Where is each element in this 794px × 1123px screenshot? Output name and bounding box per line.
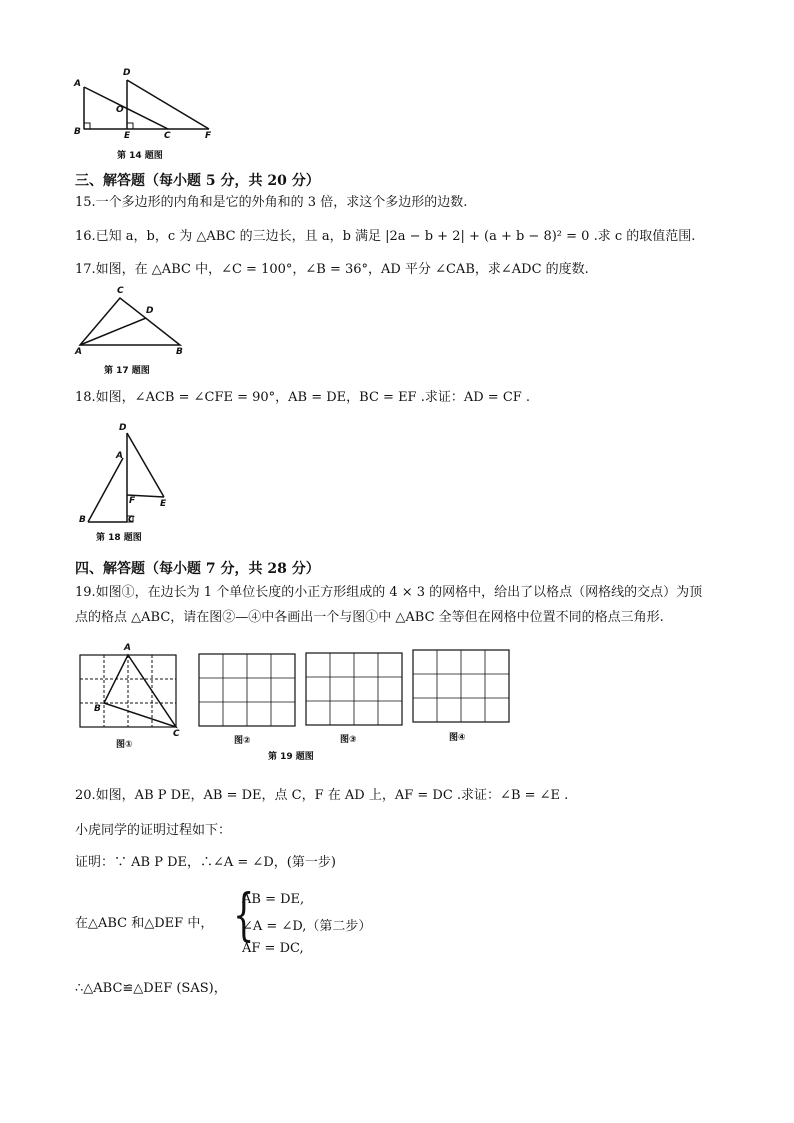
fig19-grid-3-caption: 图③ [340,735,357,745]
question-19-line-2: 点的格点 △ABC，请在图②—④中各画出一个与图①中 △ABC 全等但在网格中位置不同的格点三角形. [75,610,664,625]
question-18: 18.如图，∠ACB = ∠CFE = 90°，AB = DE，BC = EF .求证：AD = CF . [75,390,531,405]
fig19-label-a: A [124,643,131,653]
question-16: 16.已知 a，b，c 为 △ABC 的三边长，且 a，b 满足 |2a − b + 2| + (a + b − 8)² = 0 .求 c 的取值范围. [75,229,696,244]
fig19-caption: 第 19 题图 [268,752,314,762]
equation-system-brace: { [233,883,255,948]
fig17-label-b: B [176,347,183,357]
fig14-label-f: F [205,131,212,141]
fig14-label-o: O [116,105,124,115]
fig17-label-d: D [146,306,154,316]
fig14-label-e: E [124,131,131,141]
fig14-label-b: B [74,127,81,137]
fig17-label-a: A [75,347,82,357]
question-20-proof-step-2-prefix: 在△ABC 和△DEF 中， [75,916,214,931]
question-15: 15.一个多边形的内角和是它的外角和的 3 倍，求这个多边形的边数. [75,195,468,210]
fig17-caption: 第 17 题图 [104,366,150,376]
equation-system-row-1: AB = DE, [242,892,305,907]
fig14-label-d: D [123,68,131,78]
question-20-intro: 小虎同学的证明过程如下： [75,823,232,838]
fig19-label-c: C [173,729,180,739]
fig18-caption: 第 18 题图 [96,533,142,543]
fig19-grid-2 [199,654,295,726]
question-20-proof-step-1: 证明：∵ AB P DE，∴∠A = ∠D，(第一步) [75,855,336,870]
fig18-label-a: A [116,451,123,461]
fig19-grid-2-caption: 图② [234,736,251,746]
fig17-label-c: C [117,286,124,296]
question-17: 17.如图，在 △ABC 中，∠C = 100°，∠B = 36°，AD 平分 ∠CAB，求∠ADC 的度数. [75,262,589,277]
fig19-grid-4-caption: 图④ [449,733,466,743]
fig18-label-e: E [160,499,167,509]
fig18-label-c: C [128,515,135,525]
question-20-conclusion: ∴△ABC≌△DEF (SAS)， [75,981,227,996]
fig19-grid-1 [80,655,176,727]
question-20: 20.如图，AB P DE，AB = DE，点 C，F 在 AD 上，AF = DC .求证：∠B = ∠E . [75,788,569,803]
fig14-label-c: C [164,131,171,141]
fig19-grid-1-caption: 图① [116,740,133,750]
equation-system-row-2: ∠A = ∠D,（第二步） [242,919,372,934]
fig18-label-b: B [79,515,86,525]
section3-heading: 三、解答题（每小题 5 分，共 20 分） [75,173,320,189]
fig18-label-d: D [119,423,127,433]
question-19-line-1: 19.如图①，在边长为 1 个单位长度的小正方形组成的 4 × 3 的网格中，给出了以格点（网格线的交点）为顶 [75,585,703,600]
equation-system-row-3: AF = DC, [242,941,304,956]
fig19-label-b: B [94,704,101,714]
fig19-triangle-abc [104,655,176,727]
fig19-grid-4 [413,650,509,722]
fig19-grid-3 [306,653,402,725]
fig14-label-a: A [74,79,81,89]
fig14-caption: 第 14 题图 [117,151,163,161]
fig18-label-f: F [129,496,136,506]
section4-heading: 四、解答题（每小题 7 分，共 28 分） [75,561,320,577]
